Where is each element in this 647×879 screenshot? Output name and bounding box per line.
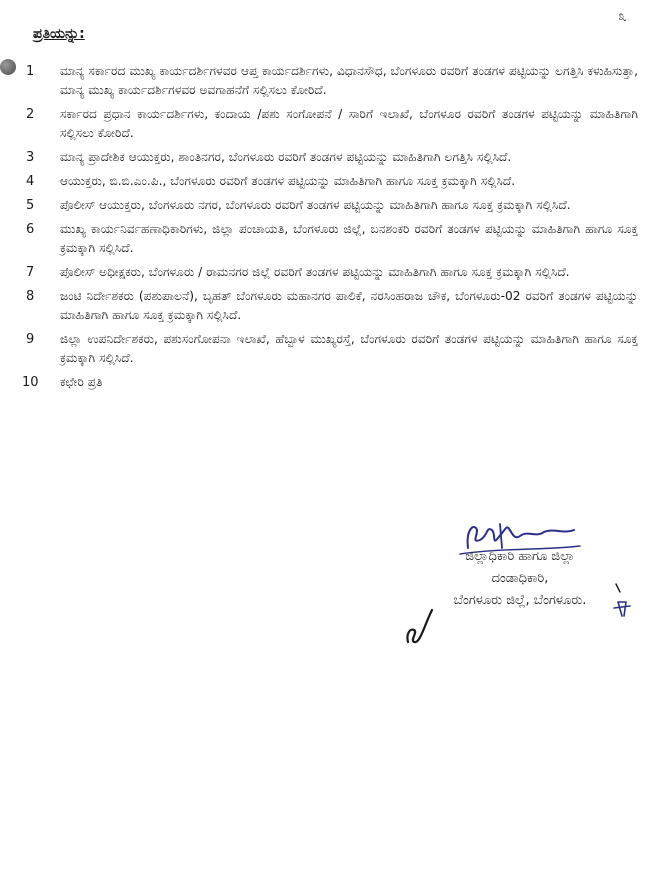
list-item-number: 6 [26, 222, 35, 237]
list-item-text: ಆಯುಕ್ತರು, ಬಿ.ಬಿ.ಎಂ.ಪಿ., ಬೆಂಗಳೂರು ರವರಿಗೆ ತಂಡಗಳ ಪಟ್ಟಿಯನ್ನು ಮಾಹಿತಿಗಾಗಿ ಹಾಗೂ ಸೂಕ್ತ ಕ್ರಮಕ್ಕಾಗಿ ಸಲ್ಲಿಸಿದೆ. [60, 174, 516, 188]
list-item-text: ಜಂಟಿ ನಿರ್ದೇಶಕರು (ಪಶುಪಾಲನೆ), ಬೃಹತ್ ಬೆಂಗಳೂರು ಮಹಾನಗರ ಪಾಲಿಕೆ, ನರಸಿಂಹರಾಜ ಚೌಕ, ಬೆಂಗಳೂರು-02 ರವರಿಗೆ ತಂಡಗಳ ಪಟ್ಟಿಯನ್ನು ಮಾಹಿತಿಗಾಗಿ ಹಾಗೂ ಸೂಕ್ತ ಕ್ರಮಕ್ಕಾಗಿ ಸಲ್ಲಿಸಿದೆ. [60, 289, 638, 322]
list-item-number: 3 [26, 150, 35, 165]
list-item-number: 9 [26, 332, 35, 347]
list-item-number: 7 [26, 265, 35, 280]
distribution-list [0, 62, 640, 397]
list-item [0, 373, 640, 392]
list-item [0, 62, 640, 100]
list-item-text: ಮಾನ್ಯ ಸರ್ಕಾರದ ಮುಖ್ಯ ಕಾರ್ಯದರ್ಶಿಗಳವರ ಆಪ್ತ ಕಾರ್ಯದರ್ಶಿಗಳು, ವಿಧಾನಸೌಧ, ಬೆಂಗಳೂರು ರವರಿಗೆ ತಂಡಗಳ ಪಟ್ಟಿಯನ್ನು ಲಗತ್ತಿಸಿ ಕಳುಹಿಸುತ್ತಾ, ಮಾನ್ಯ ಮುಖ್ಯ ಕಾರ್ಯದರ್ಶಿಗಳವರ ಅವಗಾಹನೆಗೆ ಸಲ್ಲಿಸಲು ಕೋರಿದೆ. [60, 64, 638, 97]
list-item-text: ಜಿಲ್ಲಾ ಉಪನಿರ್ದೇಶಕರು, ಪಶುಸಂಗೋಪನಾ ಇಲಾಖೆ, ಹೆಬ್ಬಾಳ ಮುಖ್ಯರಸ್ತೆ, ಬೆಂಗಳೂರು ರವರಿಗೆ ತಂಡಗಳ ಪಟ್ಟಿಯನ್ನು ಮಾಹಿತಿಗಾಗಿ ಹಾಗೂ ಸೂಕ್ತ ಕ್ರಮಕ್ಕಾಗಿ ಸಲ್ಲಿಸಿದೆ. [60, 332, 638, 365]
list-item-text: ಸರ್ಕಾರದ ಪ್ರಧಾನ ಕಾರ್ಯದರ್ಶಿಗಳು, ಕಂದಾಯ /ಪಶು ಸಂಗೋಪನೆ / ಸಾರಿಗೆ ಇಲಾಖೆ, ಬೆಂಗಳೂರ ರವರಿಗೆ ತಂಡಗಳ ಪಟ್ಟಿಯನ್ನು ಮಾಹಿತಿಗಾಗಿ ಸಲ್ಲಿಸಲು ಕೋರಿದೆ. [60, 107, 638, 140]
list-item [0, 287, 640, 325]
page-number: ೩ [618, 6, 627, 25]
list-item [0, 263, 640, 282]
list-item-number: 2 [26, 107, 35, 122]
signatory-title: ಜಿಲ್ಲಾಧಿಕಾರಿ ಹಾಗೂ ಜಿಲ್ಲಾ [465, 549, 575, 564]
list-item-number: 1 [26, 64, 35, 79]
list-item [0, 330, 640, 368]
list-item-text: ಪೊಲೀಸ್ ಅಧೀಕ್ಷಕರು, ಬೆಂಗಳೂರು / ರಾಮನಗರ ಜಿಲ್ಲೆ ರವರಿಗೆ ತಂಡಗಳ ಪಟ್ಟಿಯನ್ನು ಮಾಹಿತಿಗಾಗಿ ಹಾಗೂ ಸೂಕ್ತ ಕ್ರಮಕ್ಕಾಗಿ ಸಲ್ಲಿಸಿದೆ. [60, 265, 570, 279]
list-item-text: ಕಛೇರಿ ಪ್ರತಿ [60, 375, 103, 389]
margin-tick-mark [612, 582, 642, 622]
initial-mark [400, 606, 436, 648]
signatory-location: ಬೆಂಗಳೂರು ಜಿಲ್ಲೆ, ಬೆಂಗಳೂರು. [453, 593, 587, 608]
signatory-designation: ದಂಡಾಧಿಕಾರಿ, [491, 571, 549, 586]
list-item-number: 8 [26, 289, 35, 304]
list-item-text: ಪೊಲೀಸ್ ಆಯುಕ್ತರು, ಬೆಂಗಳೂರು ನಗರ, ಬೆಂಗಳೂರು ರವರಿಗೆ ತಂಡಗಳ ಪಟ್ಟಿಯನ್ನು ಮಾಹಿತಿಗಾಗಿ ಹಾಗೂ ಸೂಕ್ತ ಕ್ರಮಕ್ಕಾಗಿ ಸಲ್ಲಿಸಿದೆ. [60, 198, 571, 212]
signature-block [410, 546, 630, 612]
list-item [0, 220, 640, 258]
list-item-number: 10 [22, 375, 39, 390]
list-item-text: ಮಾನ್ಯ ಪ್ರಾದೇಶಿಕ ಆಯುಕ್ತರು, ಶಾಂತಿನಗರ, ಬೆಂಗಳೂರು ರವರಿಗೆ ತಂಡಗಳ ಪಟ್ಟಿಯನ್ನು ಮಾಹಿತಿಗಾಗಿ ಲಗತ್ತಿಸಿ ಸಲ್ಲಿಸಿದೆ. [60, 150, 512, 164]
list-item [0, 172, 640, 191]
list-item-text: ಮುಖ್ಯ ಕಾರ್ಯನಿರ್ವಹಣಾಧಿಕಾರಿಗಳು, ಜಿಲ್ಲಾ ಪಂಚಾಯತಿ, ಬೆಂಗಳೂರು ಜಿಲ್ಲೆ, ಬನಶಂಕರಿ ರವರಿಗೆ ತಂಡಗಳ ಪಟ್ಟಿಯನ್ನು ಮಾಹಿತಿಗಾಗಿ ಹಾಗೂ ಸೂಕ್ತ ಕ್ರಮಕ್ಕಾಗಿ ಸಲ್ಲಿಸಿದೆ. [60, 222, 638, 255]
list-item-number: 5 [26, 198, 35, 213]
list-item [0, 148, 640, 167]
list-item [0, 196, 640, 215]
copy-to-heading: ಪ್ರತಿಯನ್ನು: [33, 26, 85, 42]
list-item [0, 105, 640, 143]
list-item-number: 4 [26, 174, 35, 189]
